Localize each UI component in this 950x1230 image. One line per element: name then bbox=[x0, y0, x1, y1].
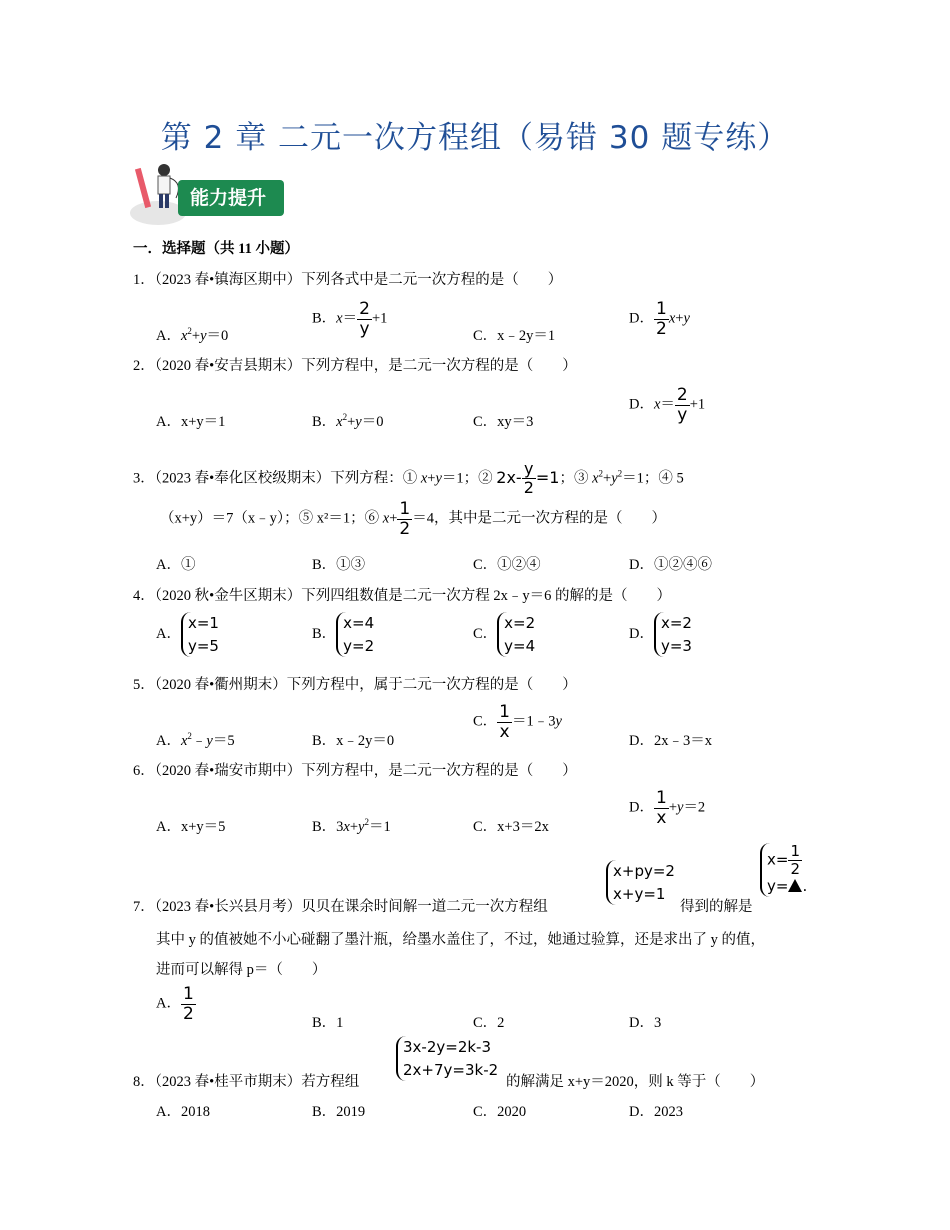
question-6: 6．（2020 春•瑞安市期中）下列方程中，是二元一次方程的是（ ） bbox=[133, 763, 577, 779]
section-heading: 一．选择题（共 11 小题） bbox=[133, 241, 299, 257]
q6-option-c[interactable]: C．x+3＝2x bbox=[473, 819, 549, 835]
q2-option-a[interactable]: A．x+y＝1 bbox=[156, 414, 226, 430]
q3-option-a[interactable]: A．① bbox=[156, 557, 196, 573]
q7-option-a[interactable]: A． $\frac{1}{2}$ bbox=[156, 984, 194, 1024]
q1-option-a[interactable]: A．$x^2+y=0$ bbox=[156, 326, 229, 344]
section-badge bbox=[128, 158, 288, 228]
q1-option-b[interactable]: B．x＝ $\frac{2}{y}$ +1 bbox=[312, 299, 388, 339]
question-4: 4．（2020 秋•金牛区期末）下列四组数值是二元一次方程 2x﹣y＝6 的解的是（ ） bbox=[133, 588, 671, 604]
q8-option-a[interactable]: A．2018 bbox=[156, 1104, 210, 1120]
q5-option-d[interactable]: D．2x﹣3＝x bbox=[629, 733, 712, 749]
q8-equation-system: 3x-2y=2k-3 2x+7y=3k-2 bbox=[396, 1036, 498, 1081]
question-5: 5．（2020 春•衢州期末）下列方程中，属于二元一次方程的是（ ） bbox=[133, 677, 577, 693]
q7-mid-text: 得到的解是 bbox=[680, 899, 753, 915]
q4-option-d[interactable]: D．x=2 y=3 bbox=[629, 612, 692, 657]
q5-option-b[interactable]: B．x﹣2y＝0 bbox=[312, 733, 395, 749]
q2-option-b[interactable]: B．$x^2+y=0$ bbox=[312, 412, 384, 430]
question-7-line2: 其中 y 的值被她不小心碰翻了墨汁瓶，给墨水盖住了，不过，她通过验算，还是求出了 y 的值， bbox=[156, 932, 765, 948]
q1-option-c[interactable]: C．x﹣2y＝1 bbox=[473, 328, 556, 344]
q6-option-a[interactable]: A．x+y＝5 bbox=[156, 819, 226, 835]
question-8: 8．（2023 春•桂平市期末）若方程组 bbox=[133, 1074, 360, 1090]
q7-equation-system: x+py=2 x+y=1 bbox=[606, 860, 675, 905]
q3-option-c[interactable]: C．①②④ bbox=[473, 557, 541, 573]
question-7: 7．（2023 春•长兴县月考）贝贝在课余时间解一道二元一次方程组 bbox=[133, 899, 548, 915]
q6-option-d[interactable]: D． $\frac{1}{x}$ +y＝2 bbox=[629, 788, 706, 828]
q3-option-d[interactable]: D．①②④⑥ bbox=[629, 557, 712, 573]
q2-option-c[interactable]: C．xy＝3 bbox=[473, 414, 534, 430]
q4-option-c[interactable]: C．x=2 y=4 bbox=[473, 612, 535, 657]
q8-option-b[interactable]: B．2019 bbox=[312, 1104, 366, 1120]
q3-option-b[interactable]: B．①③ bbox=[312, 557, 366, 573]
q7-option-c[interactable]: C．2 bbox=[473, 1015, 505, 1031]
q8-tail: 的解满足 x+y＝2020，则 k 等于（ ） bbox=[506, 1074, 765, 1090]
q7-option-d[interactable]: D．3 bbox=[629, 1015, 662, 1031]
q4-option-b[interactable]: B．x=4 y=2 bbox=[312, 612, 374, 657]
question-1: 1．（2023 春•镇海区期中）下列各式中是二元一次方程的是（ ） bbox=[133, 272, 563, 288]
q5-option-c[interactable]: C． $\frac{1}{x}$ ＝1﹣3y bbox=[473, 702, 562, 742]
q7-option-b[interactable]: B．1 bbox=[312, 1015, 344, 1031]
page-title: 第 2 章 二元一次方程组（易错 30 题专练） bbox=[160, 120, 790, 156]
question-3-line2: （x+y）＝7（x﹣y）；⑤ x²＝1；⑥ x+ $\frac{1}{2}$ ＝4，其中是二元一次方程的是（ ） bbox=[160, 499, 666, 539]
q8-option-d[interactable]: D．2023 bbox=[629, 1104, 683, 1120]
q2-option-d[interactable]: D．x＝ $\frac{2}{y}$ +1 bbox=[629, 385, 706, 425]
q8-option-c[interactable]: C．2020 bbox=[473, 1104, 527, 1120]
question-3: 3．（2023 春•奉化区校级期末）下列方程：① x+y＝1；② 2x- $\frac{y}{2}$ =1；③ $x^2+y^2=1$；④ 5 bbox=[133, 459, 684, 497]
badge-label: 能力提升 bbox=[178, 180, 284, 216]
question-2: 2．（2020 春•安吉县期末）下列方程中，是二元一次方程的是（ ） bbox=[133, 358, 577, 374]
q4-option-a[interactable]: A．x=1 y=5 bbox=[156, 612, 219, 657]
q1-option-d[interactable]: D． $\frac{1}{2}$ x+y bbox=[629, 299, 690, 339]
q6-option-b[interactable]: B．$3x+y^2=1$ bbox=[312, 817, 391, 835]
q5-option-a[interactable]: A．$x^2﹣y=5$ bbox=[156, 731, 235, 749]
triangle-icon bbox=[788, 879, 802, 892]
q7-solution: x= $\frac{1}{2}$ y= . bbox=[760, 843, 807, 897]
question-7-line3: 进而可以解得 p＝（ ） bbox=[156, 962, 327, 978]
